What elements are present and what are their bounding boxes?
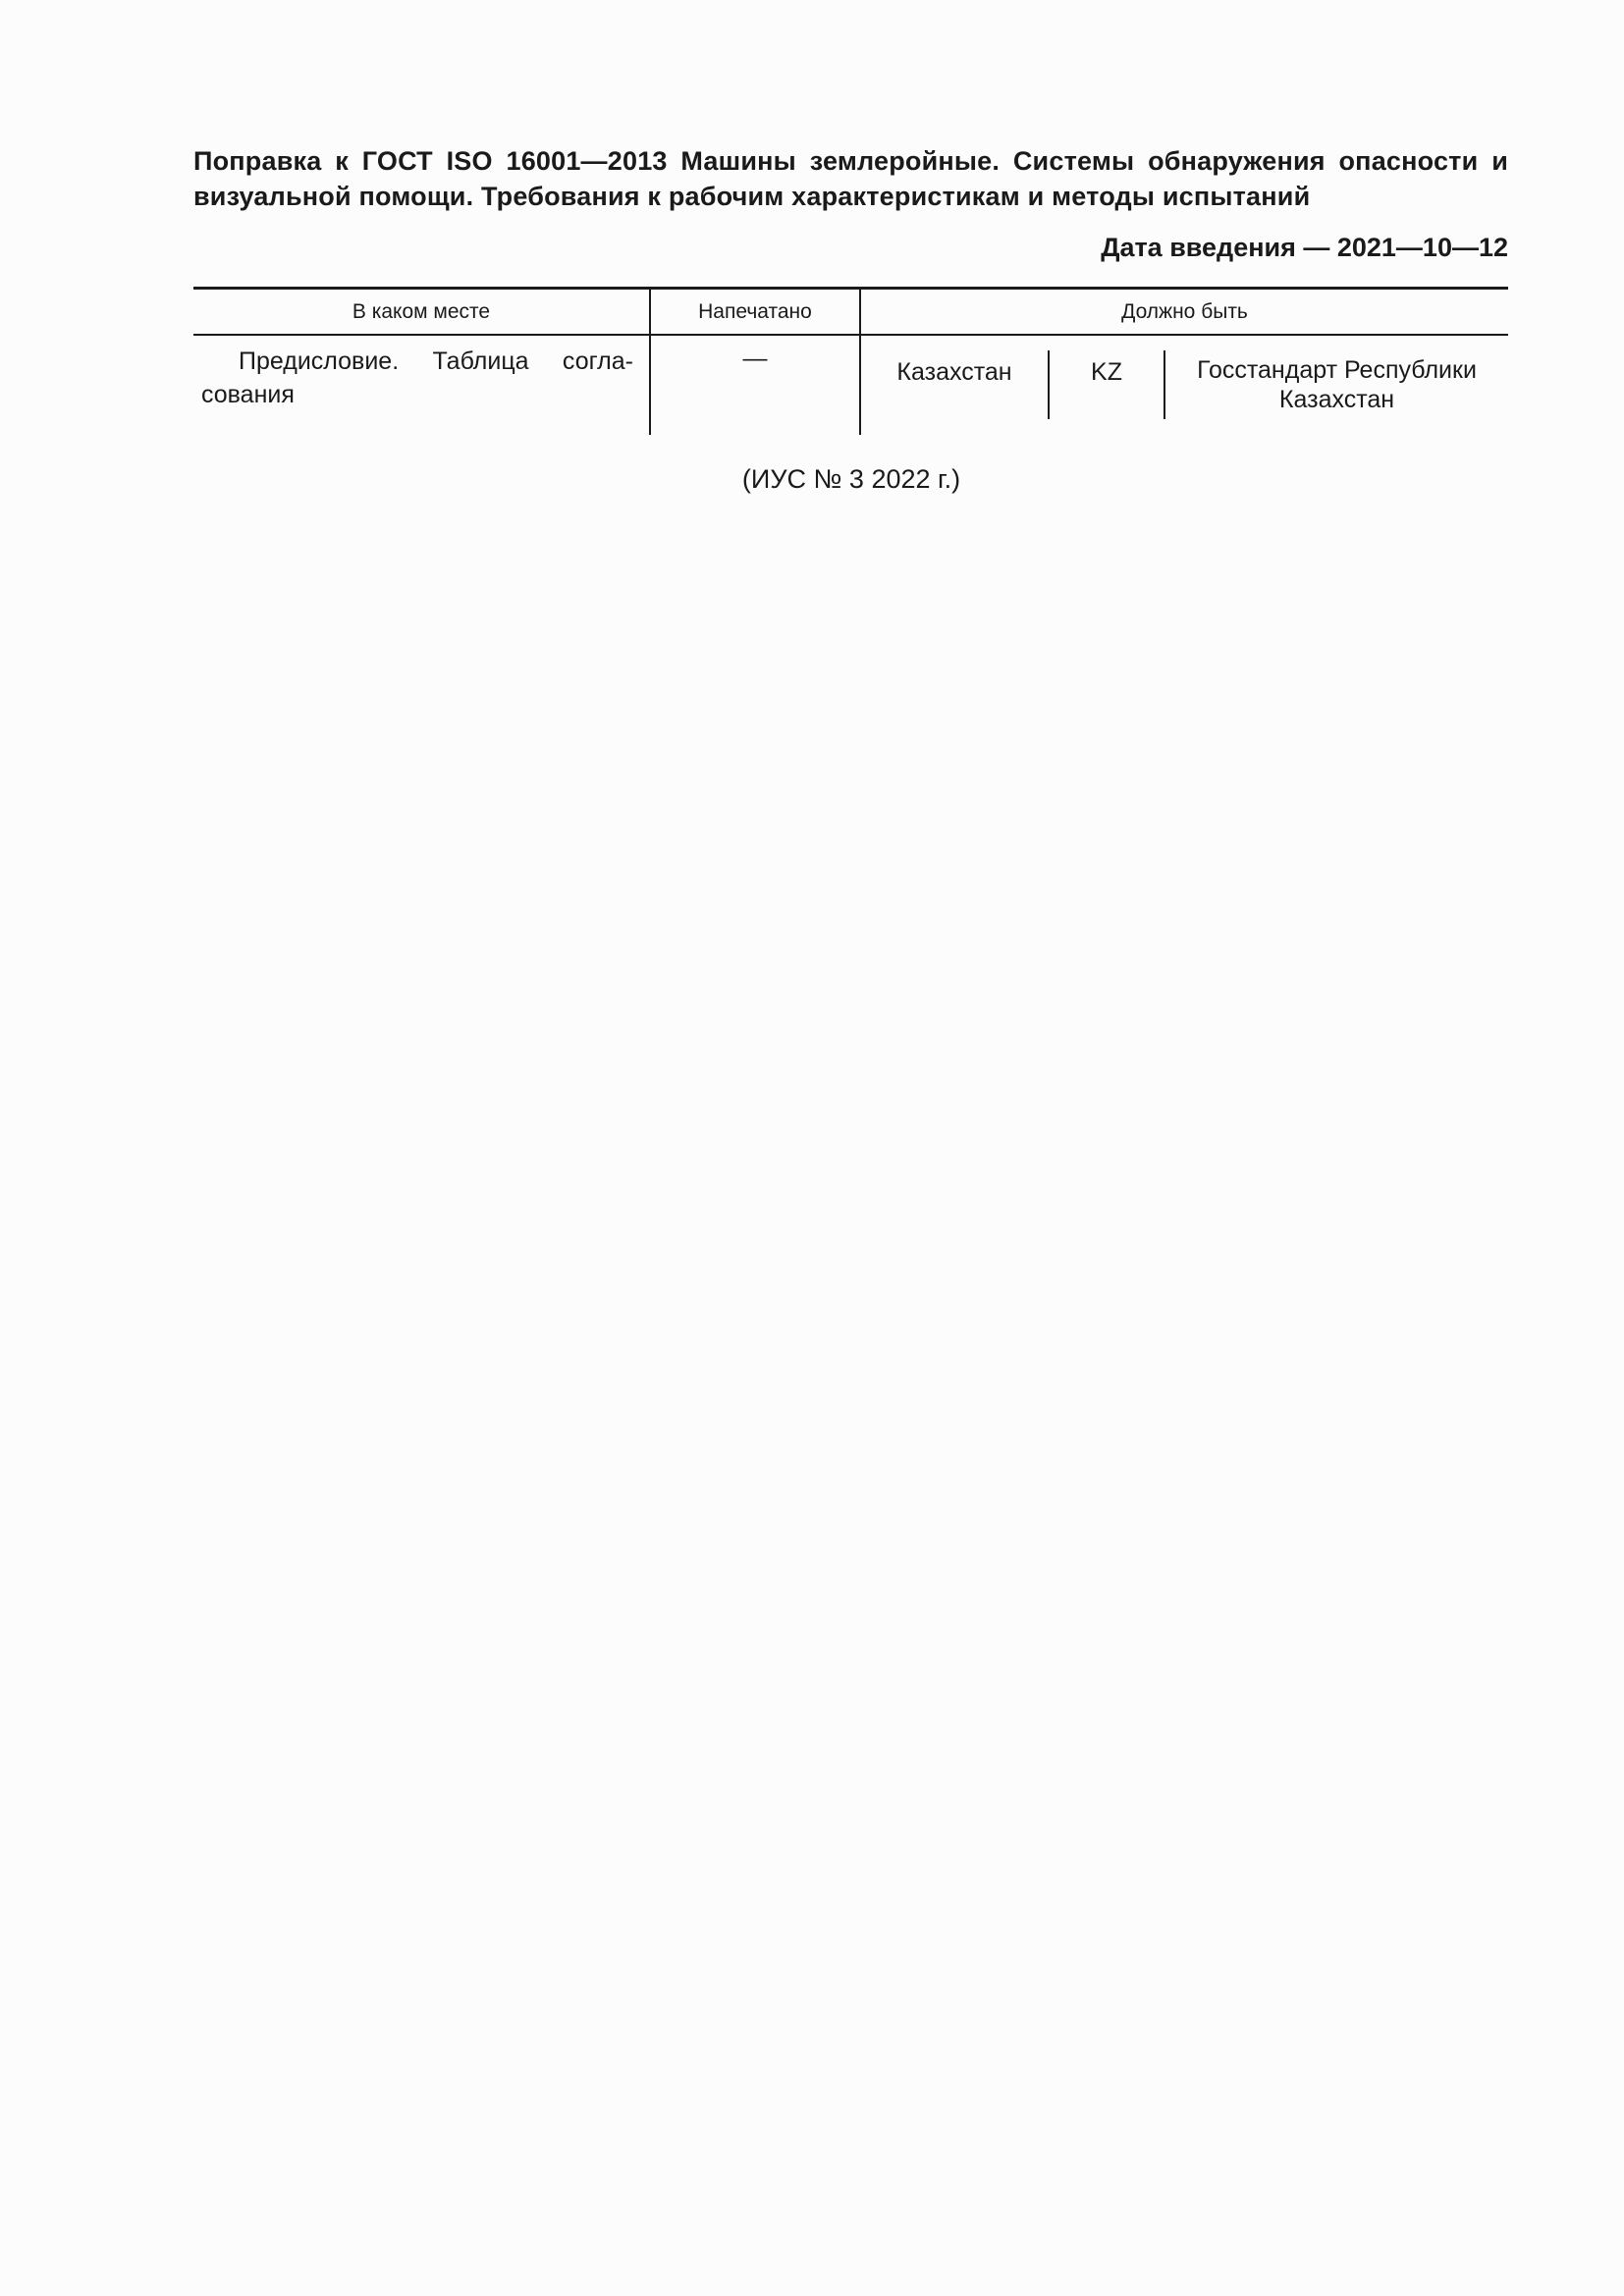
- effective-date: Дата введения — 2021—10—12: [1101, 233, 1508, 262]
- table-header-rule: [193, 334, 1508, 336]
- cell-location-line1: Предисловие. Таблица согла-: [239, 347, 633, 375]
- cell-country-code: KZ: [1091, 358, 1122, 386]
- cell-location-line2: сования: [201, 381, 295, 408]
- header-printed: Напечатано: [698, 300, 812, 323]
- cell-agency-line1: Госстандарт Республики: [1197, 356, 1477, 384]
- header-location: В каком месте: [352, 300, 491, 323]
- source-reference: (ИУС № 3 2022 г.): [741, 464, 961, 494]
- cell-country: Казахстан: [896, 358, 1012, 386]
- cell-location: [201, 345, 633, 411]
- cell-printed: —: [742, 345, 768, 372]
- cell-agency: [1165, 355, 1508, 414]
- cell-agency-line2: Казахстан: [1278, 386, 1395, 413]
- amendment-title: Поправка к ГОСТ ISO 16001—2013 Машины землеройные. Системы обнаружения опасности и визуальной помощи. Требования к рабочим характеристикам и методы испытаний: [193, 146, 1508, 211]
- header-should-be: Должно быть: [1121, 300, 1248, 323]
